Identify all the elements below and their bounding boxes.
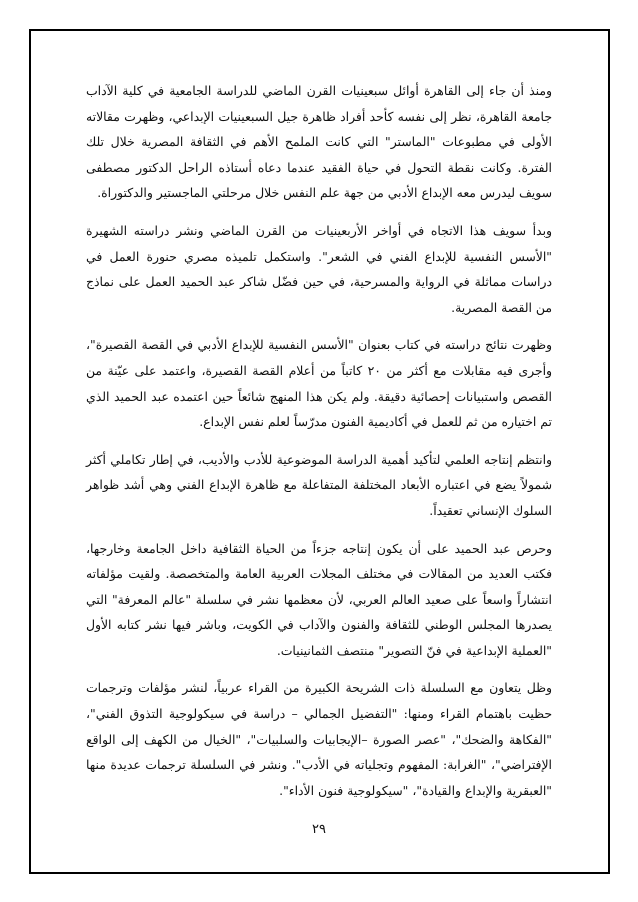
paragraph-3: وظهرت نتائج دراسته في كتاب بعنوان "الأسس النفسية للإبداع الأدبي في القصة القصيرة"، وأجرى فيه مقابلات مع أكثر من ٢٠ كاتباً من أعلام القصة القصيرة، واعتمد على عيّنة من القصص واستبيانات إحصائية دقيقة. ولم يكن هذا المنهج شائعاً حين اعتمده عبد الحميد الذي تم اختياره من ثم للعمل في أكاديمية الفنون مدرّساً لعلم نفس الإبداع. <box>86 337 552 430</box>
page-number: ٢٩ <box>312 822 326 837</box>
paragraph-6: وظل يتعاون مع السلسلة ذات الشريحة الكبيرة من القراء عربياً، لنشر مؤلفات وترجمات حظيت باهتمام القراء ومنها: "التفضيل الجمالي – دراسة في سيكولوجية التذوق الفني"، "الفكاهة والضحك"، "عصر الصورة –الإيجابيات والسلبيات"، "الخيال من الكهف إلى الواقع الإفتراضي"، "الغرابة: المفهوم وتجلياته في الأدب". ونشر في السلسلة ترجمات عديدة منها "العبقرية والإبداع والقيادة"، "سيكولوجية فنون الأداء". <box>86 680 552 798</box>
paragraph-2: وبدأ سويف هذا الاتجاه في أواخر الأربعينيات من القرن الماضي ونشر دراسته الشهيرة "الأسس النفسية للإبداع الفني في الشعر". واستكمل تلميذه مصري حنورة العمل في دراسات مماثلة في الرواية والمسرحية، في حين فضّل شاكر عبد الحميد العمل على نماذج من القصة المصرية. <box>86 222 552 315</box>
paragraph-1: ومنذ أن جاء إلى القاهرة أوائل سبعينيات القرن الماضي للدراسة الجامعية في كلية الآداب جامعة القاهرة، نظر إلى نفسه كأحد أفراد ظاهرة جيل السبعينيات الإبداعي، وظهرت مقالاته الأولى في مطبوعات "الماستر" التي كانت الملمح الأهم في الثقافة المصرية خلال تلك الفترة. وكانت نقطة التحول في حياة الفقيد عندما دعاه أستاذه الراحل الدكتور مصطفى سويف ليدرس معه الإبداع الأدبي من جهة علم النفس خلال مرحلتي الماجستير والدكتوراة. <box>86 83 552 201</box>
paragraph-4: وانتظم إنتاجه العلمي لتأكيد أهمية الدراسة الموضوعية للأدب والأديب، في إطار تكاملي أكثر شمولاً يضع في اعتباره الأبعاد المختلفة المتفاعلة مع ظاهرة الإبداع الفني وهي أشد ظواهر السلوك الإنساني تعقيداً. <box>86 451 552 518</box>
article-body <box>86 78 552 815</box>
paragraph-5: وحرص عبد الحميد على أن يكون إنتاجه جزءاً من الحياة الثقافية داخل الجامعة وخارجها، فكتب العديد من المقالات في مختلف المجلات العربية العامة والمتخصصة. ولقيت مؤلفاته انتشاراً واسعاً على صعيد العالم العربي، لأن معظمها نشر في سلسلة "عالم المعرفة" التي يصدرها المجلس الوطني للثقافة والفنون والآداب في الكويت، وباشر فيها نشر كتابه الأول "العملية الإبداعية في فنّ التصوير" منتصف الثمانينيات. <box>86 540 552 658</box>
